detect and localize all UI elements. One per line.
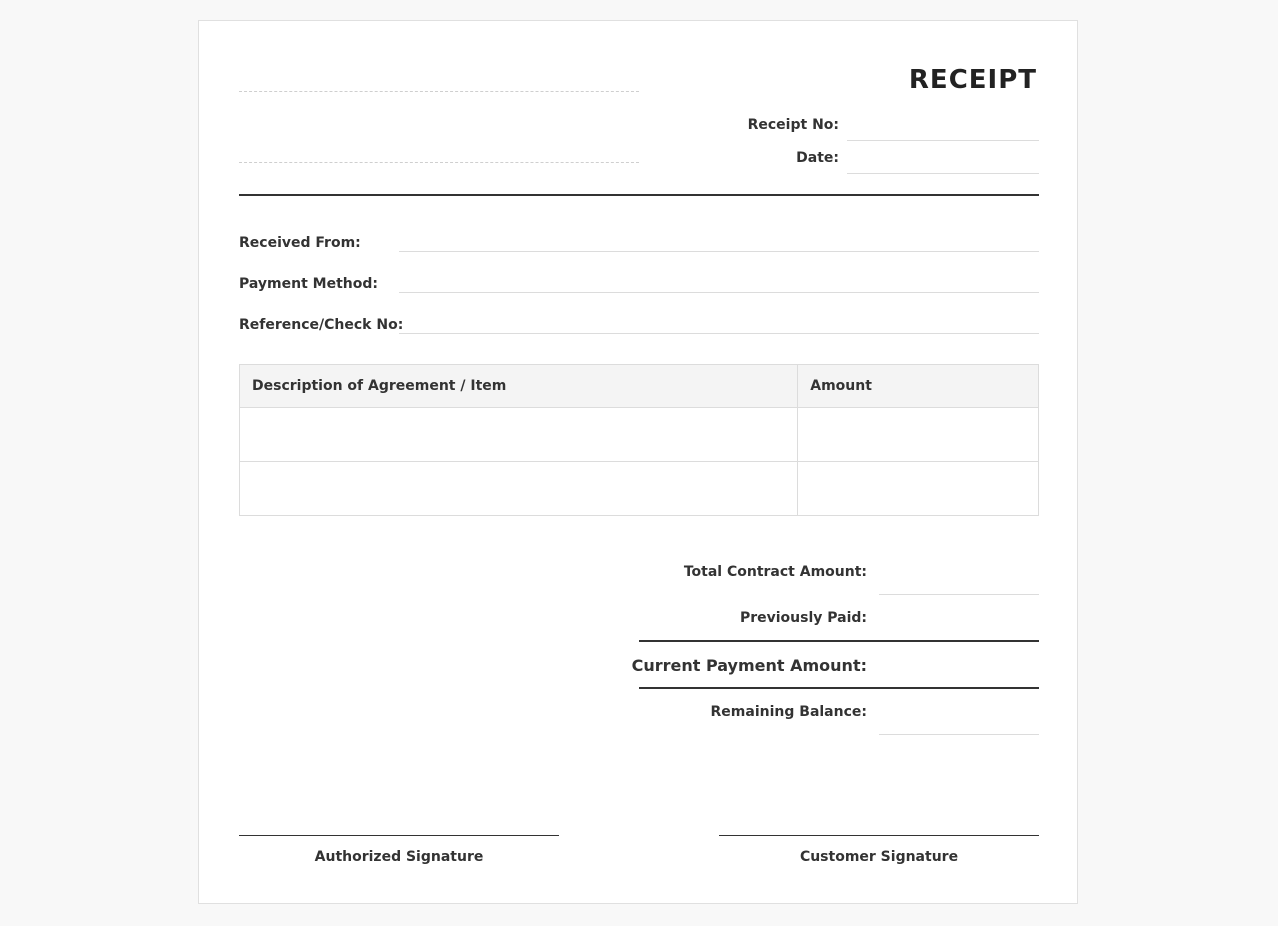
authorized-signature-label: Authorized Signature — [314, 849, 484, 865]
current-payment-bottom-rule — [639, 687, 1039, 689]
amount-cell[interactable] — [798, 408, 1039, 462]
customer-signature-line[interactable] — [719, 835, 1039, 836]
current-payment-top-rule — [639, 640, 1039, 642]
column-header-description: Description of Agreement / Item — [240, 365, 798, 408]
receipt-no-label: Receipt No: — [747, 117, 839, 133]
date-field[interactable] — [847, 173, 1039, 174]
payment-method-label: Payment Method: — [239, 276, 378, 292]
header-divider — [239, 194, 1039, 196]
total-contract-label: Total Contract Amount: — [683, 564, 867, 580]
authorized-signature-line[interactable] — [239, 835, 559, 836]
payment-method-field[interactable] — [399, 292, 1039, 293]
company-address-field[interactable] — [239, 162, 639, 163]
description-cell[interactable] — [240, 408, 798, 462]
company-name-field[interactable] — [239, 91, 639, 92]
received-from-field[interactable] — [399, 251, 1039, 252]
table-row — [240, 408, 1039, 462]
customer-signature-label: Customer Signature — [799, 849, 959, 865]
remaining-balance-label: Remaining Balance: — [710, 704, 867, 720]
total-contract-field[interactable] — [879, 594, 1039, 595]
remaining-balance-field[interactable] — [879, 734, 1039, 735]
reference-field[interactable] — [399, 333, 1039, 334]
column-header-amount: Amount — [798, 365, 1039, 408]
received-from-label: Received From: — [239, 235, 361, 251]
receipt-no-field[interactable] — [847, 140, 1039, 141]
previously-paid-label: Previously Paid: — [739, 610, 867, 626]
receipt-title: RECEIPT — [908, 65, 1037, 95]
amount-cell[interactable] — [798, 462, 1039, 516]
date-label: Date: — [796, 150, 839, 166]
table-header-row — [240, 365, 1039, 408]
current-payment-label: Current Payment Amount: — [631, 656, 867, 675]
receipt-sheet — [198, 20, 1078, 904]
reference-label: Reference/Check No: — [239, 317, 404, 333]
items-table — [239, 364, 1039, 516]
description-cell[interactable] — [240, 462, 798, 516]
table-row — [240, 462, 1039, 516]
